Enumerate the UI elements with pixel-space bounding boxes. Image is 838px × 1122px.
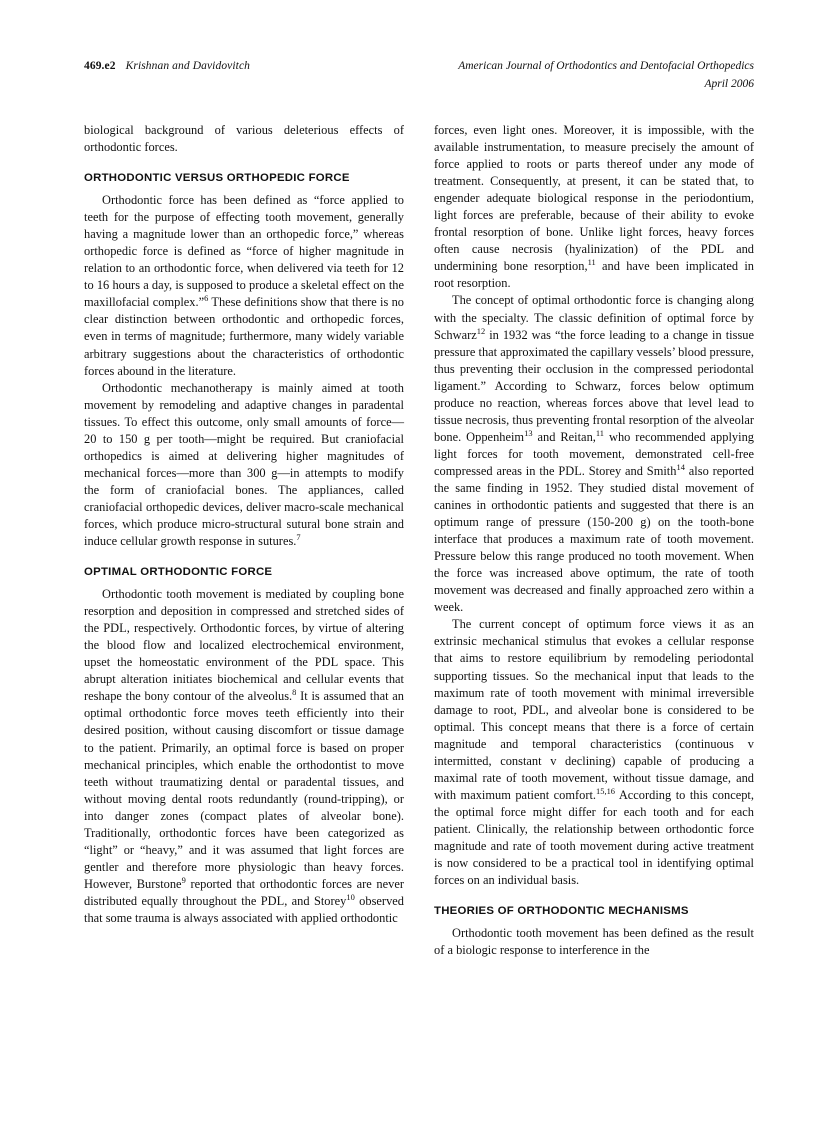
paragraph-text: The current concept of optimum force views it as an extrinsic mechanical stimulus that evokes a cellular response that aims to restore equilibrium by remodeling periodontal supporting tissues. So the mechanical input that leads to the maximum rate of tooth movement with minimal irreversible damage to root, PDL, and alveolar bone is considered to be optimal. This concept means that there is a force of certain magnitude and temporal characteristics (continuous v intermitted, constant v declining) capable of producing a maximal rate of tooth movement, without tissue damage, and with maximum patient comfort. <box>434 617 754 802</box>
running-head-authors: Krishnan and Davidovitch <box>125 60 251 72</box>
paragraph-text: It is assumed that an optimal orthodontic force moves teeth efficiently into their desired position, without causing discomfort or tissue damage to the patient. Primarily, an optimal force is based on proper mechanical principles, which enable the orthodontist to move teeth without traumatizing dental or paradental tissues, and without moving dental roots redundantly (round-tripping), or into danger zones (compact plates of alveolar bone). Traditionally, orthodontic forces have been categorized as “light” or “heavy,” and it was assumed that light forces are gentler and therefore more physiologic than heavy forces. However, Burstone <box>84 689 404 891</box>
page-folio: 469.e2 <box>84 60 116 72</box>
paragraph-text: and have been implicated in root resorption. <box>434 259 754 291</box>
reference-marker: 11 <box>587 257 596 268</box>
paragraph: Orthodontic tooth movement has been defined as the result of a biologic response to interference in the <box>434 926 754 958</box>
paragraph-text: and Reitan, <box>532 429 596 444</box>
paragraph-text: Orthodontic mechanotherapy is mainly aimed at tooth movement by remodeling and adaptive changes in paradental tissues. To effect this outcome, only small amounts of force—20 to 150 g per tooth—might be required. But craniofacial orthopedics is aimed at delivering higher magnitudes of mechanical forces—more than 300 g—in attempts to modify the form of craniofacial bones. The appliances, called craniofacial orthopedic devices, deliver macro-scale mechanical forces, which produce micro-structural sutural bone strain and induce cellular growth response in sutures. <box>84 380 404 549</box>
paragraph <box>434 292 754 616</box>
reference-marker: 6 <box>204 293 209 304</box>
paragraph-text: According to this concept, the optimal force might differ for each tooth and for each patient. Clinically, the relationship between orthodontic force magnitude and rate of tooth movement during active treatment is now considered to be a practical tool in identifying optimal forces on an individual basis. <box>434 787 754 888</box>
left-column <box>84 122 404 959</box>
paragraph-text: who recommended applying light forces for tooth movement, demonstrated cell-free compressed areas in the PDL. Storey and Smith <box>434 429 754 478</box>
reference-marker: 11 <box>595 427 605 438</box>
reference-marker: 14 <box>676 461 685 472</box>
reference-marker: 10 <box>346 891 355 902</box>
paragraph-text: forces, even light ones. Moreover, it is impossible, with the available instrumentation, to measure precisely the amount of force applied to roots or parts thereof under any mode of treatment. Consequently, at present, it can be stated that, to engender adequate biological response in the periodontium, light forces are preferable, because of their ability to evoke frontal resorption of bone. Unlike light forces, heavy forces often cause necrosis (hyalinization) of the PDL and undermining bone resorption, <box>434 123 754 274</box>
reference-marker: 7 <box>296 531 301 542</box>
paragraph-text: Orthodontic force has been defined as “force applied to teeth for the purpose of effecting tooth movement, generally having a magnitude lower than an orthopedic force,” whereas orthopedic force is defined as “force of higher magnitude in relation to an orthodontic force, when delivered via teeth for 12 to 16 hours a day, is supposed to produce a skeletal effect on the maxillofacial complex.” <box>84 193 404 310</box>
running-head-left <box>84 58 250 75</box>
paragraph-continuation: biological background of various deleterious effects of orthodontic forces. <box>84 123 404 155</box>
paragraph-text: The concept of optimal orthodontic force is changing along with the specialty. The classic definition of optimal force by Schwarz <box>434 293 754 342</box>
section-heading-orthodontic-versus-orthopedic-force: ORTHODONTIC VERSUS ORTHOPEDIC FORCE <box>84 172 350 185</box>
section-heading-optimal-orthodontic-force: OPTIMAL ORTHODONTIC FORCE <box>84 566 273 579</box>
paragraph-text: reported that orthodontic forces are never distributed equally throughout the PDL, and Storey <box>84 876 404 908</box>
paragraph-text: Orthodontic tooth movement is mediated by coupling bone resorption and deposition in compressed and stretched sides of the PDL, respectively. Orthodontic forces, by virtue of altering the blood flow and localized electrochemical environment, upset the homeostatic environment of the PDL space. This abrupt alteration initiates biochemical and cellular events that reshape the bony contour of the alveolus. <box>84 587 404 704</box>
section-heading-theories-of-orthodontic-mechanisms: THEORIES OF ORTHODONTIC MECHANISMS <box>434 905 689 918</box>
reference-marker: 15,16 <box>596 785 616 796</box>
right-column <box>434 122 754 959</box>
reference-marker: 9 <box>181 874 186 885</box>
issue-date: April 2006 <box>704 77 754 90</box>
paragraph <box>84 192 404 380</box>
reference-marker: 12 <box>476 325 486 336</box>
paragraph <box>84 380 404 550</box>
paragraph-text: in 1932 was “the force leading to a change in tissue pressure that approximated the capillary vessels’ blood pressure, thus preventing their occlusion in the compressed periodontal ligament.” According to Schwarz, forces below optimum produce no reaction, whereas forces above that level lead to tissue necrosis, thus preventing frontal resorption of the alveolar bone. Oppenheim <box>434 327 754 444</box>
paragraph <box>434 616 754 889</box>
paragraph-text: These definitions show that there is no clear distinction between orthodontic and orthopedic forces, even in terms of magnitude; furthermore, many widely variable arbitrary suggestions about the characteristics of orthodontic forces abound in the literature. <box>84 295 404 378</box>
reference-marker: 13 <box>524 427 533 438</box>
body-columns <box>84 122 754 959</box>
paragraph <box>84 586 404 927</box>
reference-marker: 8 <box>292 687 297 698</box>
running-head <box>84 58 754 94</box>
running-head-right <box>458 58 754 94</box>
paragraph-text: observed that some trauma is always associated with applied orthodontic <box>84 893 404 925</box>
paragraph-text: also reported the same finding in 1952. They studied distal movement of canines in orthodontic patients and suggested that there is an optimum range of pressure (150-200 g) on the tooth-bone interface that produces a maximum rate of tooth movement. Pressure below this range produced no tooth movement. When the force was increased above optimum, the rate of tooth movement was decreased and finally approached zero within a week. <box>434 463 754 615</box>
paragraph-continuation <box>434 122 754 292</box>
journal-title: American Journal of Orthodontics and Dentofacial Orthopedics <box>458 60 754 72</box>
